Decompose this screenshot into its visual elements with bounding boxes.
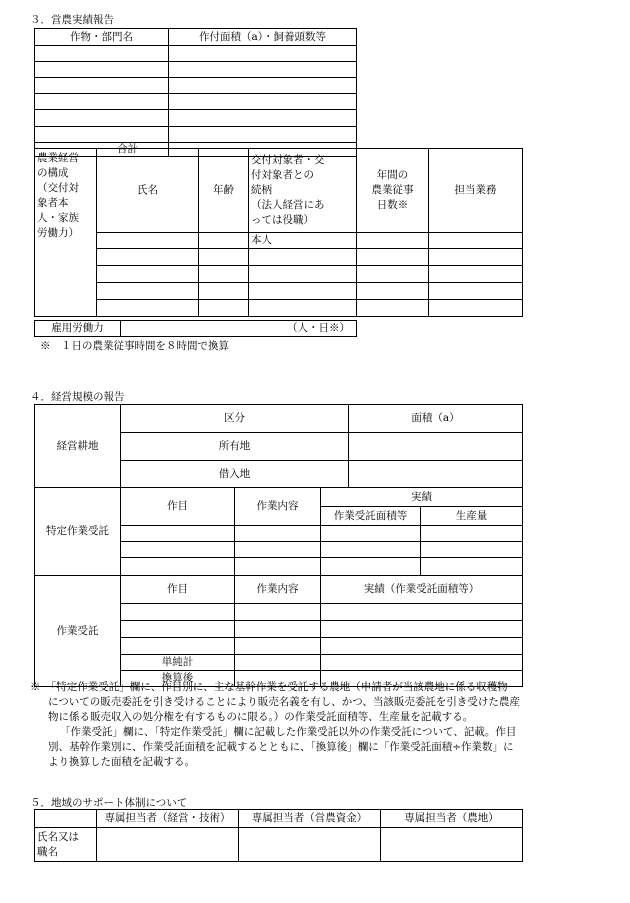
simple-total-label: 単純計	[121, 655, 235, 671]
category-header: 区分	[121, 405, 349, 433]
table-row	[35, 78, 357, 94]
work-work-header: 作業内容	[235, 576, 321, 604]
table-row	[35, 300, 523, 317]
production-header: 生産量	[421, 507, 523, 526]
composition-table	[34, 148, 523, 317]
name-header: 氏名	[97, 149, 199, 233]
table-row	[35, 127, 357, 143]
age-header: 年齢	[199, 149, 249, 233]
table-row	[35, 46, 357, 62]
work-contract-label: 作業受託	[35, 576, 121, 687]
table-row	[35, 110, 357, 127]
support-table	[34, 809, 523, 862]
row-label: 氏名又は 職名	[35, 828, 97, 862]
employed-labor-table	[34, 320, 357, 337]
section5-title: ５．地域のサポート体制について	[30, 797, 188, 809]
contract-area-header: 作業受託面積等	[321, 507, 421, 526]
owned-label: 所有地	[121, 433, 349, 461]
col1-header: 専属担当者（経営・技術）	[97, 810, 239, 828]
self-label: 本人	[249, 233, 357, 249]
results-area-header: 実績（作業受託面積等）	[321, 576, 523, 604]
relation-header: 交付対象者・交 付対象者との 続柄 （法人経営にあ っては役職）	[249, 149, 357, 233]
section3-note: ※ １日の農業従事時間を８時間で換算	[40, 340, 229, 352]
table-row	[35, 94, 357, 110]
section4-title: ４．経営規模の報告	[30, 391, 125, 403]
table-row	[35, 62, 357, 78]
specific-work-header: 作業内容	[235, 488, 321, 526]
employed-label: 雇用労働力	[35, 321, 121, 337]
specific-label: 特定作業受託	[35, 488, 121, 576]
composition-label: 農業経営 の構成 （交付対 象者本 人・家族 労働力）	[35, 149, 97, 317]
farmland-label: 経営耕地	[35, 405, 121, 488]
table-row	[35, 249, 523, 266]
specific-crop-header: 作目	[121, 488, 235, 526]
employed-unit[interactable]: （人・日※）	[121, 321, 357, 337]
crop-header: 作物・部門名	[35, 29, 169, 46]
table-row	[35, 233, 523, 249]
area-header: 作付面積（a）・飼養頭数等	[169, 29, 357, 46]
converted-label: 換算後	[121, 671, 235, 687]
days-header: 年間の 農業従事 日数※	[357, 149, 429, 233]
work-crop-header: 作目	[121, 576, 235, 604]
results-header: 実績	[321, 488, 523, 507]
table-row	[35, 283, 523, 300]
section4-note: ※ 「特定作業受託」欄に、作目別に、主な基幹作業を受託する農地（申請者が当該農地に係る収穫物 についての販売委託を引き受けることにより販売名義を有し、かつ、当該販売委託を引き受けた農産 物に係る販売収入の処分権を有するものに限る。）の作業受託面積等、生産量を記載する。 「作業受託」欄に、「特定作業受託」欄に記載した作業受託以外の作業受託について、記載。作目 別、基幹作業別に、作業受託面積を記載するとともに、「換算後」欄に「作業受託面積÷作業数」に より換算した面積を記載する。	[30, 681, 520, 768]
col3-header: 専属担当者（農地）	[381, 810, 523, 828]
table-row	[35, 266, 523, 283]
area-header: 面積（a）	[349, 405, 523, 433]
leased-label: 借入地	[121, 461, 349, 488]
total-label: 合計	[35, 143, 169, 157]
section3-title: ３．営農実績報告	[30, 14, 114, 26]
crop-table	[34, 28, 357, 157]
col2-header: 専属担当者（営農資金）	[239, 810, 381, 828]
scale-table	[34, 404, 523, 687]
duty-header: 担当業務	[429, 149, 523, 233]
